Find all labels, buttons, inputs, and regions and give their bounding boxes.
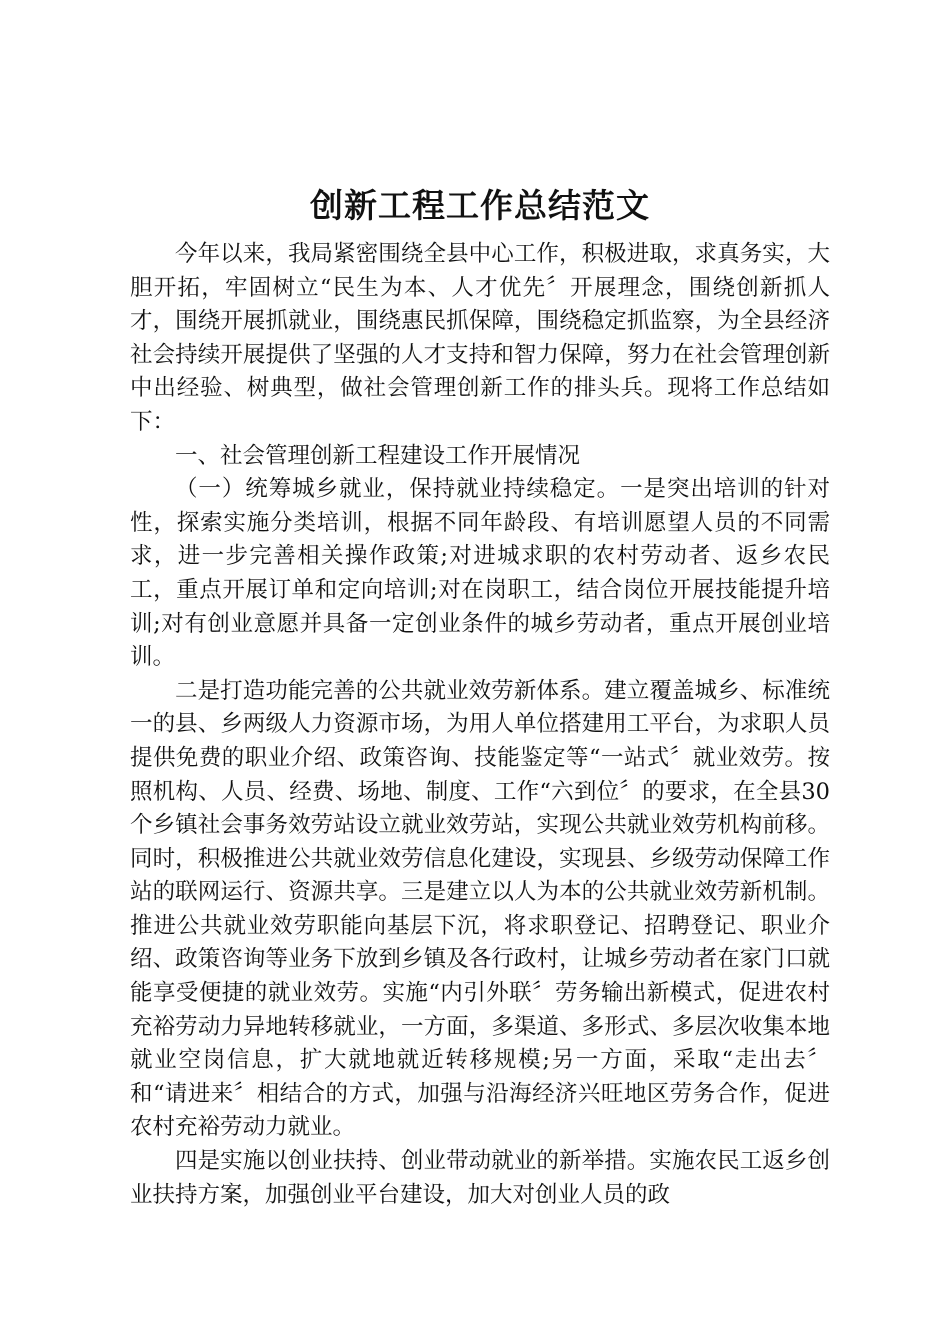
document-page — [130, 180, 830, 1212]
paragraph-employment: （一）统筹城乡就业，保持就业持续稳定。一是突出培训的针对性，探索实施分类培训，根据不同年龄段、有培训愿望人员的不同需求，进一步完善相关操作政策;对进城求职的农村劳动者、返乡农民工，重点开展订单和定向培训;对在岗职工，结合岗位开展技能提升培训;对有创业意愿并具备一定创业条件的城乡劳动者，重点开展创业培训。 — [130, 476, 830, 671]
document-title: 创新工程工作总结范文 — [310, 186, 650, 225]
paragraph-entrepreneurship: 四是实施以创业扶持、创业带动就业的新举措。实施农民工返乡创业扶持方案，加强创业平台建设，加大对创业人员的政 — [130, 1148, 830, 1208]
paragraph-intro: 今年以来，我局紧密围绕全县中心工作，积极进取，求真务实，大胆开拓，牢固树立“民生为本、人才优先〞开展理念，围绕创新抓人才，围绕开展抓就业，围绕惠民抓保障，围绕稳定抓监察，为全县经济社会持续开展提供了坚强的人才支持和智力保障，努力在社会管理创新中出经验、树典型，做社会管理创新工作的排头兵。现将工作总结如下： — [130, 241, 830, 435]
section-heading: 一、社会管理创新工程建设工作开展情况 — [175, 442, 581, 469]
paragraph-public-service: 二是打造功能完善的公共就业效劳新体系。建立覆盖城乡、标准统一的县、乡两级人力资源市场，为用人单位搭建用工平台，为求职人员提供免费的职业介绍、政策咨询、技能鉴定等“一站式〞就业效劳。按照机构、人员、经费、场地、制度、工作“六到位〞的要求，在全县30个乡镇社会事务效劳站设立就业效劳站，实现公共就业效劳机构前移。同时，积极推进公共就业效劳信息化建设，实现县、乡级劳动保障工作站的联网运行、资源共享。三是建立以人为本的公共就业效劳新机制。推进公共就业效劳职能向基层下沉，将求职登记、招聘登记、职业介绍、政策咨询等业务下放到乡镇及各行政村，让城乡劳动者在家门口就能享受便捷的就业效劳。实施“内引外联〞劳务输出新模式，促进农村充裕劳动力异地转移就业，一方面，多渠道、多形式、多层次收集本地就业空岗信息，扩大就地就近转移规模;另一方面，采取“走出去〞和“请进来〞相结合的方式，加强与沿海经济兴旺地区劳务合作，促进农村充裕劳动力就业。 — [130, 677, 830, 1141]
